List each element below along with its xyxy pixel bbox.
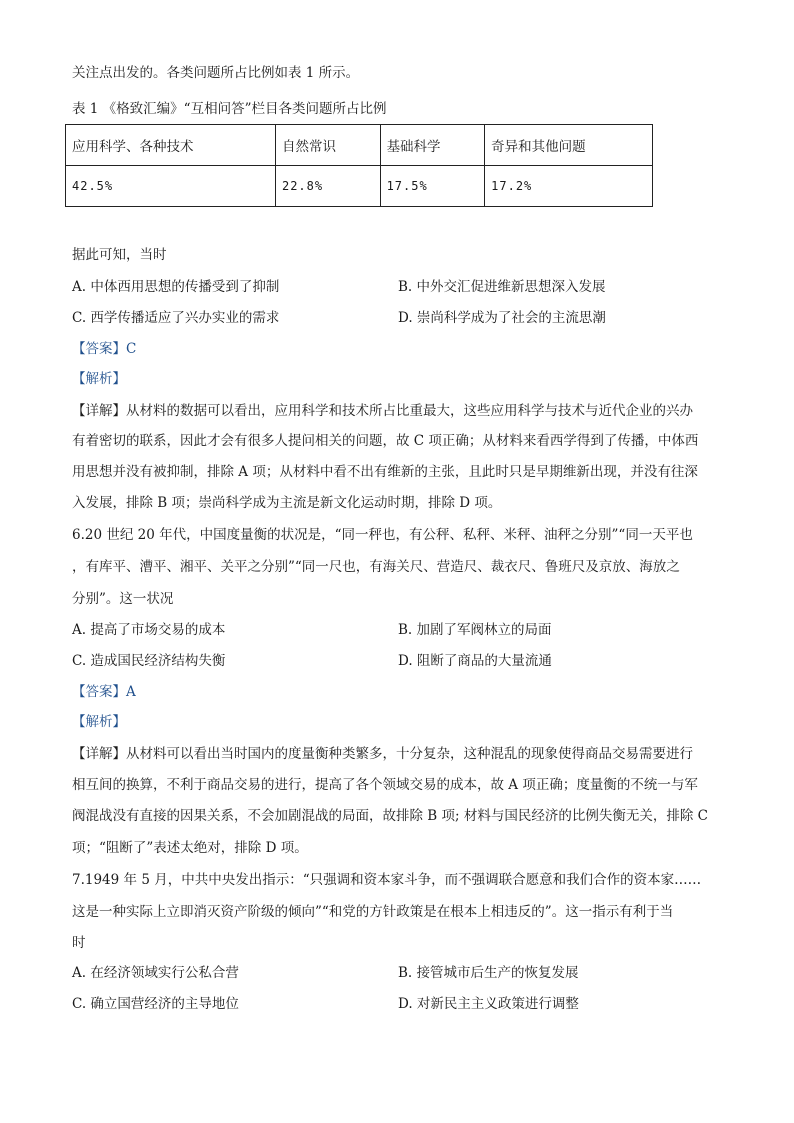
table-header-row — [66, 125, 653, 166]
table-caption: 表 1 《格致汇编》“互相问答”栏目各类问题所占比例 — [72, 101, 387, 117]
q7-stem-line: 这是一种实际上立即消灭资产阶级的倾向”“和党的方针政策是在根本上相违反的”。这一指示有利于当 — [72, 904, 674, 920]
q6-option-c: C. 造成国民经济结构失衡 — [72, 653, 226, 669]
table-value-cell: 17.2% — [485, 166, 653, 207]
q6-stem-line: 6.20 世纪 20 年代，中国度量衡的状况是，“同一秤也，有公秤、私秤、米秤、油秤之分别”“同一天平也 — [72, 527, 693, 543]
table-value-row — [66, 166, 653, 207]
q6-detail-line: 项；“阻断了”表述太绝对，排除 D 项。 — [72, 840, 308, 856]
q6-stem-line: 分别”。这一状况 — [72, 591, 174, 607]
q6-analysis-label: 【解析】 — [72, 714, 126, 730]
intro-line: 关注点出发的。各类问题所占比例如表 1 所示。 — [72, 65, 360, 81]
q5-option-b: B. 中外交汇促进维新思想深入发展 — [398, 279, 606, 295]
q5-option-a: A. 中体西用思想的传播受到了抑制 — [72, 279, 280, 295]
q5-option-c: C. 西学传播适应了兴办实业的需求 — [72, 310, 280, 326]
table-header-cell: 应用科学、各种技术 — [66, 125, 276, 166]
q7-option-a: A. 在经济领域实行公私合营 — [72, 965, 239, 981]
q5-analysis-label: 【解析】 — [72, 371, 126, 387]
q5-detail-line: 用思想并没有被抑制，排除 A 项；从材料中看不出有维新的主张，且此时只是早期维新出现，并没有往深 — [72, 464, 698, 480]
table-header-cell: 自然常识 — [275, 125, 380, 166]
table-value-cell: 42.5% — [66, 166, 276, 207]
table-value-cell: 17.5% — [380, 166, 485, 207]
q7-option-c: C. 确立国营经济的主导地位 — [72, 996, 239, 1012]
q7-option-b: B. 接管城市后生产的恢复发展 — [398, 965, 579, 981]
q5-detail-line: 有着密切的联系，因此才会有很多人提问相关的问题，故 C 项正确；从材料来看西学得到了传播，中体西 — [72, 433, 699, 449]
q7-stem-line: 时 — [72, 935, 86, 951]
q5-detail-line: 【详解】从材料的数据可以看出，应用科学和技术所占比重最大，这些应用科学与技术与近代企业的兴办 — [72, 403, 693, 419]
table-value-cell: 22.8% — [275, 166, 380, 207]
q7-option-d: D. 对新民主主义政策进行调整 — [398, 996, 579, 1012]
q6-option-b: B. 加剧了军阀林立的局面 — [398, 622, 552, 638]
ratio-table — [65, 124, 653, 207]
q5-answer: 【答案】C — [72, 341, 137, 357]
q6-detail-line: 相互间的换算，不利于商品交易的进行，提高了各个领域交易的成本，故 A 项正确；度量衡的不统一与军 — [72, 777, 698, 793]
q6-option-a: A. 提高了市场交易的成本 — [72, 622, 226, 638]
q6-detail-line: 阀混战没有直接的因果关系，不会加剧混战的局面，故排除 B 项; 材料与国民经济的比例失衡无关，排除 C — [72, 808, 708, 824]
q5-option-d: D. 崇尚科学成为了社会的主流思潮 — [398, 310, 606, 326]
q6-detail-line: 【详解】从材料可以看出当时国内的度量衡种类繁多，十分复杂，这种混乱的现象使得商品交易需要进行 — [72, 746, 693, 762]
q5-detail-line: 入发展，排除 B 项；崇尚科学成为主流是新文化运动时期，排除 D 项。 — [72, 495, 502, 511]
q6-option-d: D. 阻断了商品的大量流通 — [398, 653, 552, 669]
q6-stem-line: ，有库平、漕平、湘平、关平之分别”“同一尺也，有海关尺、营造尺、裁衣尺、鲁班尺及京放、海放之 — [72, 559, 680, 575]
table-header-cell: 基础科学 — [380, 125, 485, 166]
table-header-cell: 奇异和其他问题 — [485, 125, 653, 166]
q5-stem: 据此可知，当时 — [72, 247, 167, 263]
q7-stem-line: 7.1949 年 5 月，中共中央发出指示：“只强调和资本家斗争，而不强调联合愿意和我们合作的资本家…… — [72, 872, 702, 888]
q6-answer: 【答案】A — [72, 684, 136, 700]
